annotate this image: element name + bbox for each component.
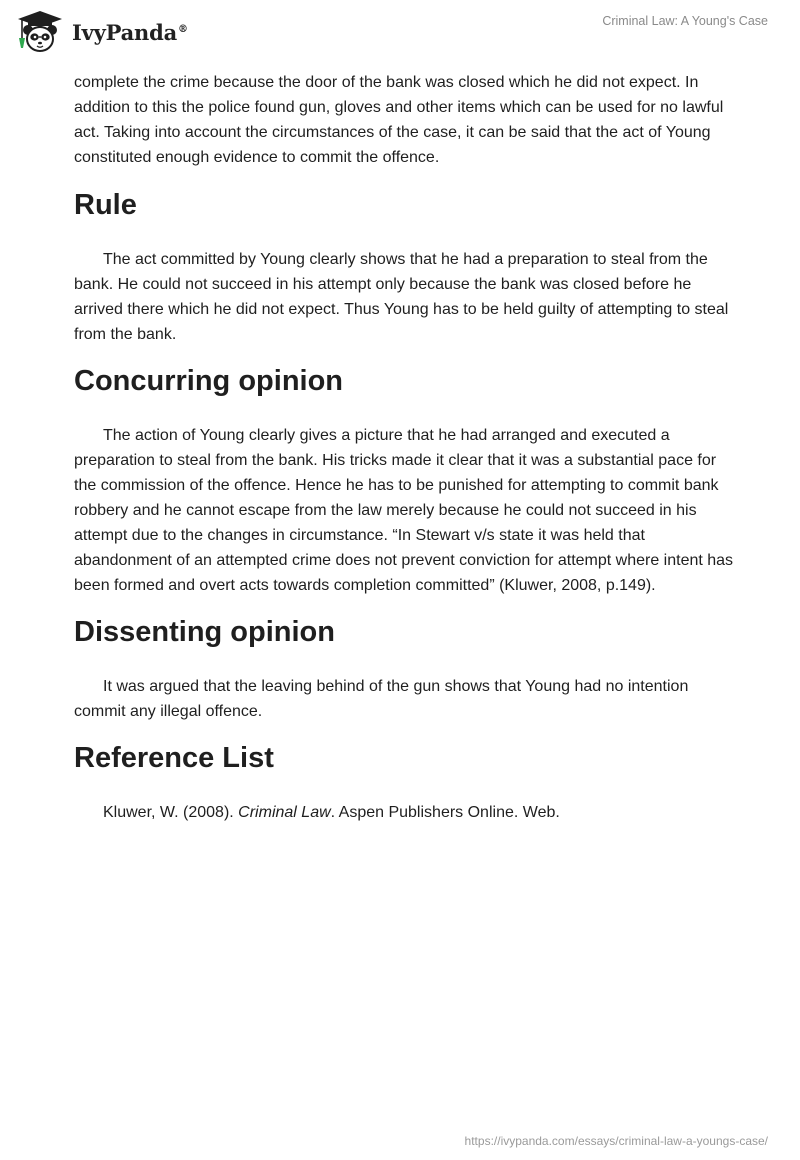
reference-publisher: . Aspen Publishers Online. Web.	[330, 804, 560, 821]
ivypanda-logo[interactable]	[14, 8, 188, 56]
section-body-concurring: The action of Young clearly gives a picture that he had arranged and executed a preparation to steal from the bank. His tricks made it clear that it was a substantial pace for the commission of the offence. Hence he has to be punished for attempting to commit bank robbery and he cannot escape from the law merely because he could not succeed in his attempt due to the changes in circumstance. “In Stewart v/s state it was held that abandonment of an attempted crime does not prevent conviction for attempt where intent has been formed and overt acts towards completion committed” (Kluwer, 2008, p.149).	[74, 427, 734, 594]
panda-graduate-icon	[14, 8, 66, 56]
logo-wordmark: IvyPanda®	[72, 19, 188, 45]
page-header	[0, 0, 800, 62]
section-heading-dissenting: Dissenting opinion	[74, 616, 335, 648]
reference-entry	[74, 800, 734, 825]
section-body-dissenting: It was argued that the leaving behind of the gun shows that Young had no intention commit any illegal offence.	[74, 678, 689, 720]
section-heading-references: Reference List	[74, 742, 274, 774]
essay-content	[74, 70, 734, 825]
section-heading-rule: Rule	[74, 189, 137, 221]
section-heading-concurring: Concurring opinion	[74, 365, 344, 397]
section-body-rule: The act committed by Young clearly shows that he had a preparation to steal from the bank. He could not succeed in his attempt only because the bank was closed before he arrived there which he did not expect. Thus Young has to be held guilty of attempting to steal from the bank.	[74, 251, 729, 343]
reference-author: Kluwer, W. (2008).	[103, 804, 239, 821]
registered-mark: ®	[178, 23, 188, 35]
source-url[interactable]: https://ivypanda.com/essays/criminal-law-a-youngs-case/	[464, 1134, 768, 1148]
reference-title: Criminal Law	[238, 804, 331, 821]
intro-paragraph: complete the crime because the door of the bank was closed which he did not expect. In addition to this the police found gun, gloves and other items which can be used for no lawful act. Taking into account the circumstances of the case, it can be said that the act of Young constituted enough evidence to commit the offence.	[74, 74, 724, 166]
document-title: Criminal Law: A Young's Case	[602, 14, 768, 28]
